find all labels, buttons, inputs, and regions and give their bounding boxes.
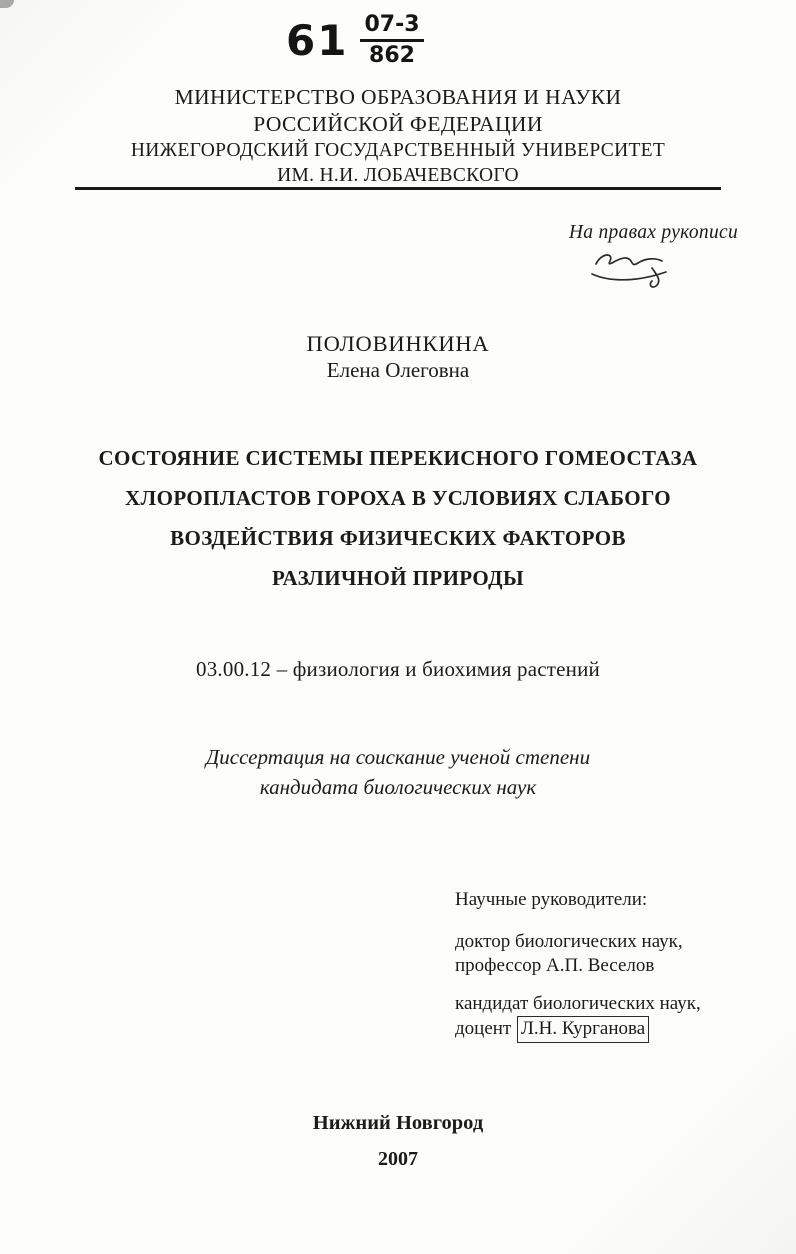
title-line-2: ХЛОРОПЛАСТОВ ГОРОХА В УСЛОВИЯХ СЛАБОГО	[124, 486, 672, 510]
university-line-1: НИЖЕГОРОДСКИЙ ГОСУДАРСТВЕННЫЙ УНИВЕРСИТЕТ	[130, 140, 666, 161]
university-line-2: ИМ. Н.И. ЛОБАЧЕВСКОГО	[277, 165, 519, 186]
author-given-names: Елена Олеговна	[326, 358, 470, 382]
ministry-line-1: МИНИСТЕРСТВО ОБРАЗОВАНИЯ И НАУКИ	[174, 85, 622, 109]
ministry-line-2: РОССИЙСКОЙ ФЕДЕРАЦИИ	[253, 112, 543, 136]
horizontal-rule	[75, 187, 721, 190]
dissertation-degree-note	[0, 742, 796, 802]
catalog-fraction-denominator: 862	[369, 43, 415, 68]
dissertation-note-line-1: Диссертация на соискание ученой степени	[205, 745, 591, 769]
supervisor-1-line-1: доктор биологических наук,	[455, 931, 683, 952]
supervisors-heading: Научные руководители:	[455, 889, 648, 910]
supervisor-1-line-2: профессор А.П. Веселов	[455, 955, 655, 976]
title-line-4: РАЗЛИЧНОЙ ПРИРОДЫ	[272, 566, 524, 590]
dissertation-title	[0, 438, 796, 598]
author-surname: ПОЛОВИНКИНА	[306, 331, 490, 356]
supervisor-2-line-2	[455, 1016, 755, 1043]
title-line-1: СОСТОЯНИЕ СИСТЕМЫ ПЕРЕКИСНОГО ГОМЕОСТАЗА	[98, 446, 698, 470]
manuscript-rights-note: На правах рукописи	[568, 222, 738, 243]
catalog-fraction-numerator: 07-3	[360, 12, 423, 42]
publication-year: 2007	[378, 1148, 418, 1170]
catalog-fraction	[360, 12, 423, 69]
title-line-3: ВОЗДЕЙСТВИЯ ФИЗИЧЕСКИХ ФАКТОРОВ	[170, 526, 626, 550]
header-block	[0, 84, 796, 188]
publication-city: Нижний Новгород	[312, 1112, 484, 1134]
handwritten-signature-icon	[582, 244, 678, 297]
supervisors-block	[455, 888, 755, 1057]
specialty-code: 03.00.12 – физиология и биохимия растений	[196, 657, 600, 681]
supervisor-2-title: доцент	[455, 1018, 516, 1039]
supervisor-2-name-boxed: Л.Н. Курганова	[517, 1016, 649, 1043]
scan-edge-artifact	[0, 0, 14, 8]
author-block	[0, 330, 796, 383]
supervisor-2	[455, 992, 755, 1043]
supervisor-2-line-1: кандидат биологических наук,	[455, 993, 701, 1014]
supervisor-1	[455, 930, 755, 978]
catalog-number	[286, 12, 424, 69]
catalog-prefix: 61	[286, 15, 349, 65]
dissertation-note-line-2: кандидата биологических наук	[259, 775, 537, 799]
